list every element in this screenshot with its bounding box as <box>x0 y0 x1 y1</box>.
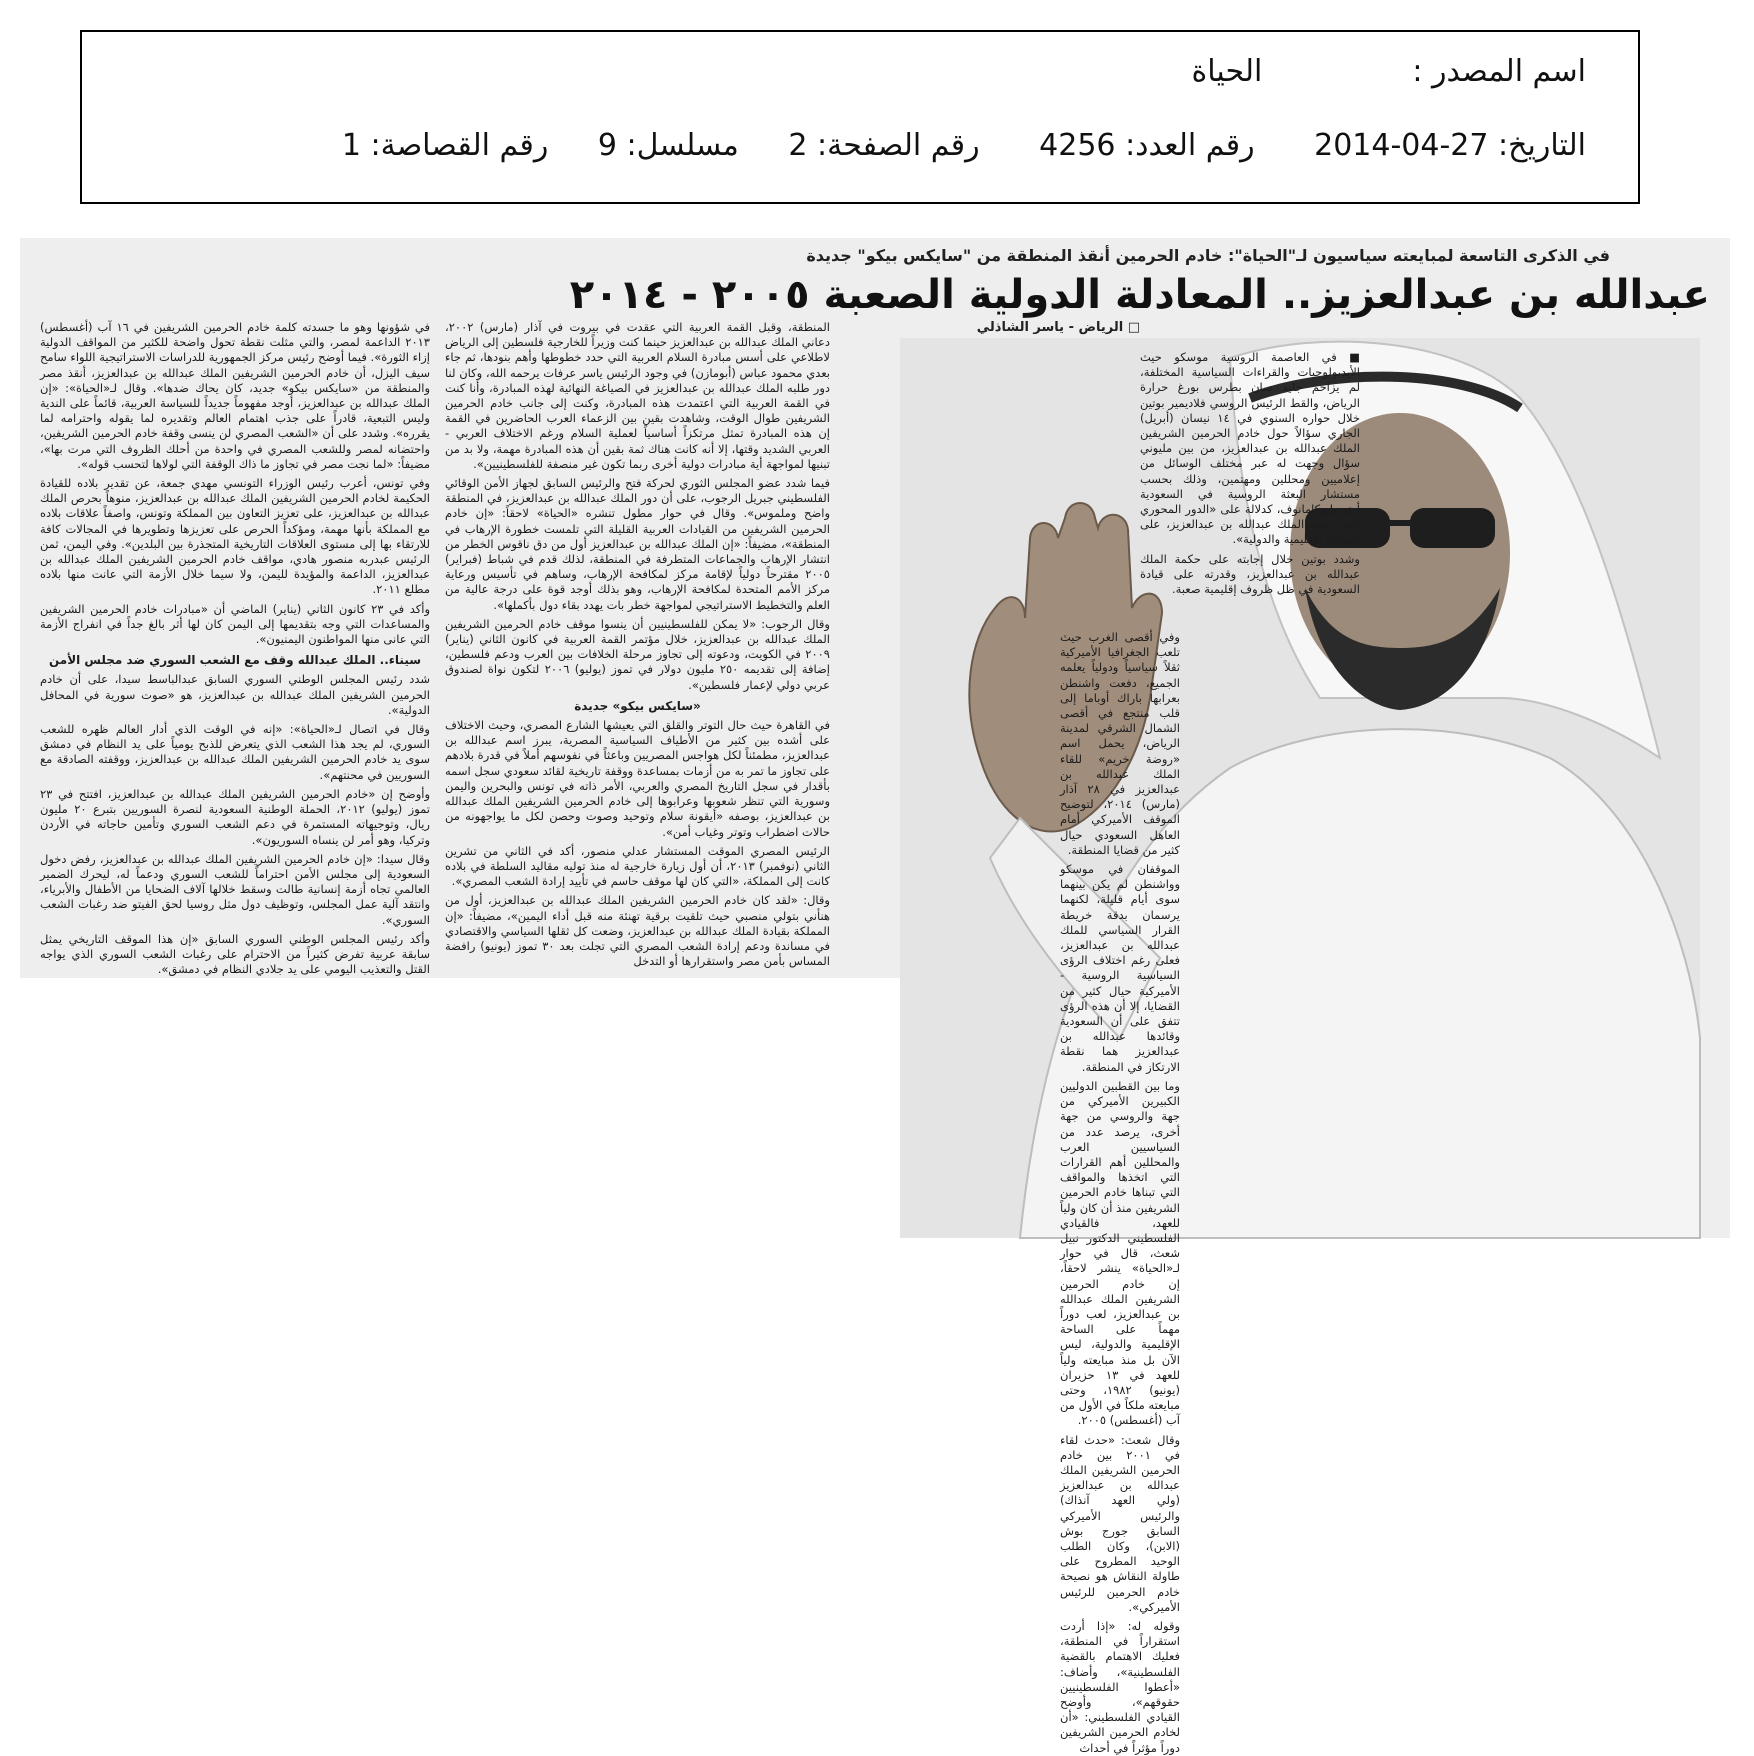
paragraph: شدد رئيس المجلس الوطني السوري السابق عبدالباسط سيدا، على أن خادم الحرمين الشريفين الملك عبدالله بن عبدالعزيز، هو «صوت سورية في المحافل الدولية». <box>40 672 430 717</box>
article-column-3 <box>40 320 431 977</box>
paragraph: الرئيس المصري الموقت المستشار عدلي منصور، أكد في الثاني من تشرين الثاني (نوفمبر) ٢٠١٣، أن أول زيارة خارجية له منذ توليه مقاليد السلطة في بلاده كانت إلى المملكة، «التي كان لها موقف حاسم في تأييد إرادة الشعب المصري». <box>445 843 830 889</box>
article-kicker: في الذكرى التاسعة لمبايعته سياسيون لـ"الحياة": خادم الحرمين أنقذ المنطقة من "سايكس بيكو" جديدة <box>806 246 1610 265</box>
paragraph: وشدد بوتين خلال إجابته على حكمة الملك عبدالله بن عبدالعزيز، وقدرته على قيادة السعودية في ظل ظروف إقليمية صعبة. <box>1140 551 1360 597</box>
issue-label: رقم العدد: <box>1125 128 1255 163</box>
paragraph: وقال: «لقد كان خادم الحرمين الشريفين الملك عبدالله بن عبدالعزيز، أول من هنأني بتولي منصبي حيث تلقيت برقية تهنئة منه قبل أداء اليمين»، مضيفاً: «إن المملكة بقيادة الملك عبدالله بن عبدالعزيز، وضعت كل ثقلها السياسي والاقتصادي في مساندة ودعم إرادة الشعب المصري التي تجلت بعد ٣٠ تموز (يونيو) رافضة المساس بأمن مصر واستقرارها أو التدخل <box>445 893 830 969</box>
article-column-2 <box>445 320 830 970</box>
paragraph: وقوله له: «إذا أردت استقراراً في المنطقة، فعليك الاهتمام بالقضية الفلسطينية»، وأضاف: «أعطوا الفلسطينيين حقوقهم»، وأوضح القيادي الفلسطيني: «أن لخادم الحرمين الشريفين دوراً مؤثراً في أحداث <box>1060 1619 1180 1755</box>
page-value: 2 <box>788 128 808 163</box>
details-row <box>342 128 1586 163</box>
paragraph: وقال في اتصال لـ«الحياة»: «إنه في الوقت الذي أدار العالم ظهره للشعب السوري، لم يجد هذا الشعب الذي يتعرض للذبح يومياً على يد النظام في دمشق سوى يد خادم الحرمين الشريفين الملك عبدالله بن عبدالعزيز، ووقفته الصادقة مع السوريين في محنتهم». <box>40 722 430 782</box>
clip-value: 1 <box>341 128 361 163</box>
paragraph: وأكد رئيس المجلس الوطني السوري السابق «إن هذا الموقف التاريخي يمثل سابقة عربية تفرض كثيراً من الاحترام على رغبات الشعب السوري الذي يواجه القتل والتعذيب اليومي على يد جلادي النظام في دمشق». <box>40 931 430 977</box>
paragraph: وما بين القطبين الدوليين الكبيرين الأميركي من جهة والروسي من جهة أخرى، يرصد عدد من السياسيين العرب والمحللين أهم القرارات التي اتخذها والمواقف التي تبناها خادم الحرمين الشريفين منذ أن كان ولياً للعهد، فالقيادي الفلسطيني الدكتور نبيل شعث، قال في حوار لـ«الحياة» ينشر لاحقاً، إن خادم الحرمين الشريفين الملك عبدالله بن عبدالعزيز، لعب دوراً مهماً على الساحة الإقليمية والدولية، ليس الآن بل منذ مبايعته ولياً للعهد في ١٣ حزيران (يونيو) ١٩٨٢، وحتى مبايعته ملكاً في الأول من آب (أغسطس) ٢٠٠٥. <box>1060 1078 1181 1428</box>
paragraph: وأوضح إن «خادم الحرمين الشريفين الملك عبدالله بن عبدالعزيز، افتتح في ٢٣ تموز (يوليو) ٢٠١٢، الحملة الوطنية السعودية لنصرة السوريين بتبرع ٢٠ مليون ريال، وتوجيهاته المستمرة في دعم الشعب السوري وتأمين حاجاته في الأردن وتركيا، وهو أمر لن ينساه السوريون». <box>40 786 431 847</box>
paragraph: وأكد في ٢٣ كانون الثاني (يناير) الماضي أن «مبادرات خادم الحرمين الشريفين والمساعدات التي وجه بتقديمها إلى اليمن كان لها أثر بالغ جداً في انفراج الأزمة التي عانى منها المواطنون اليمنيون». <box>40 601 430 647</box>
article-byline: □ الرياض - ياسر الشاذلي <box>976 320 1140 335</box>
article-headline: عبدالله بن عبدالعزيز.. المعادلة الدولية الصعبة ٢٠٠٥ - ٢٠١٤ <box>569 272 1710 318</box>
paragraph: في شؤونها وهو ما جسدته كلمة خادم الحرمين الشريفين في ١٦ آب (أغسطس) ٢٠١٣ الداعمة لمصر، والتي مثلت نقطة تحول واضحة للكثير من المواقف الدولية إزاء الثورة». فيما أوضح رئيس مركز الجمهورية للدراسات الاستراتيجية اللواء سامح سيف اليزل، أن خادم الحرمين الشريفين الملك عبدالله بن عبدالعزيز، أنقذ مصر والمنطقة من «سايكس بيكو» جديد، كان يحاك ضدها». وقال لـ«الحياة»: «إن الملك عبدالله بن عبدالعزيز، أوجد مفهوماً جديداً للسياسة العربية، قائماً على الندية وليس التبعية، قادراً على جذب اهتمام العالم وتقديره لما يقوله واحترامه لما يقرره». وشدد على أن «الشعب المصري لن ينسى وقفة خادم الحرمين الشريفين، واحتضانه لمصر وللشعب المصري في واحدة من أحلك الظروف التي مرت بها»، مضيفاً: «لما نجت مصر في تجاوز ما ذاك الوقفة التي لولاها لتحسب قوله». <box>40 320 430 471</box>
paragraph: في القاهرة حيث حال التوتر والقلق التي يعيشها الشارع المصري، وحيث الاختلاف على أشده بين كثير من الأطياف السياسية المصرية، يبرز اسم عبدالله بن عبدالعزيز، مطمئناً لكل هواجس المصريين وباعثاً في نفوسهم أملاً في قدرة بلادهم على تجاوز ما تمر به من أزمات بمساعدة ووقفة تاريخية لقائد سعودي سجل اسمه بأقدار في سجل التاريخ المصري والعربي، الأمر ذاته في تونس والبحرين واليمن وسورية التي تنظر شعوبها وعرابوها إلى خادم الحرمين الشريفين الملك عبدالله بن عبدالعزيز، بوصفه «أيقونة سلام وتوحيد وصوت وحصن لكل ما يواجهونه من حالات اضطراب وتوتر وغياب أمن». <box>445 718 830 839</box>
newspaper-clipping <box>20 238 1730 1755</box>
serial-value: 9 <box>597 128 617 163</box>
article-column-1 <box>1140 350 1360 630</box>
clip-label: رقم القصاصة: <box>370 128 549 163</box>
paragraph: الموقفان في موسكو وواشنطن لم يكن بينهما سوى أيام قليلة، لكنهما يرسمان بدقة خريطة القرار السياسي للملك عبدالله بن عبدالعزيز، فعلى رغم اختلاف الرؤى السياسية الروسية - الأميركية حيال كثير من القضايا، إلا أن هذه الرؤى تتفق على أن السعودية وقائدها عبدالله بن عبدالعزيز هما نقطة الارتكاز في المنطقة. <box>1060 862 1180 1074</box>
issue-value: 4256 <box>1039 128 1116 163</box>
page-label: رقم الصفحة: <box>817 128 980 163</box>
source-label: اسم المصدر : <box>1412 54 1586 89</box>
subheading: «سايكس بيكو» جديدة <box>574 698 701 713</box>
date-value: 2014-04-27 <box>1314 128 1489 163</box>
subheading: سيناء.. الملك عبدالله وقف مع الشعب السوري ضد مجلس الأمن <box>48 653 422 668</box>
paragraph: ■ في العاصمة الروسية موسكو حيث الأيديولوجيات والقراءات السياسية المختلفة، لم يزاحم جليد سان بطرس بورغ حرارة الرياض، والقط الرئيس الروسي فلاديمير بوتين خلال حواره السنوي في ١٤ نيسان (أبريل) الجاري سؤالاً حول خادم الحرمين الشريفين الملك عبدالله بن عبدالعزيز، من بين مليوني سؤال وجهت له عبر مختلف الوسائل من إعلاميين ومحللين ومهتمين، وذلك بحسب مستشار البعثة الروسية في السعودية أرتوريليوكامانوف، كدلالة على «الدور المحوري الذي يلعبه الملك عبدالله بن عبدالعزيز، على الساحة الإقليمية والدولية». <box>1140 350 1360 547</box>
paragraph: وفي أقصى الغرب حيث تلعب الجغرافيا الأميركية ثقلاً سياسياً ودولياً يعلمه الجميع، دفعت واشنطن بعرابها باراك أوباما إلى قلب منتجع في أقصى الشمال الشرقي لمدينة الرياض، يحمل اسم «روضة خريم» للقاء الملك عبدالله بن عبدالعزيز في ٢٨ آذار (مارس) ٢٠١٤، لتوضيح الموقف الأميركي أمام العاهل السعودي حيال كثير من قضايا المنطقة. <box>1060 630 1180 857</box>
paragraph: فيما شدد عضو المجلس الثوري لحركة فتح والرئيس السابق لجهاز الأمن الوقائي الفلسطيني جبريل الرجوب، على أن دور الملك عبدالله بن عبدالعزيز، في المنطقة واضح وملموس». وقال في حوار مطول تنشره «الحياة» لاحقاً: «إن خادم الحرمين الشريفين من القيادات العربية القليلة التي تلمست خطورة الإرهاب في المنطقة»، مضيفاً: «إن الملك عبدالله بن عبدالعزيز أول من دق ناقوس الخطر من انتشار الإرهاب والجماعات المتطرفة في المنطقة، لذلك قدم في شباط (فبراير) ٢٠٠٥ مقترحاً دولياً لإقامة مركز لمكافحة الإرهاب، وساهم في تأسيس ورعاية مركز الأمم المتحدة لمكافحة الإرهاب، وهو بذلك أوجد قوة على درجة عالية من العلم والتخطيط الاستراتيجي لمواجهة خطر بات يهدد بقاء دول بأكملها». <box>445 476 830 612</box>
paragraph: وقال الرجوب: «لا يمكن للفلسطينيين أن ينسوا موقف خادم الحرمين الشريفين الملك عبدالله بن عبدالعزيز، خلال مؤتمر القمة العربية في كانون الثاني (يناير) ٢٠٠٩ في الكويت، ودعوته إلى تجاوز مرحلة الخلافات بين العرب ودعم فلسطين، إضافة إلى تقديمه ٢٥٠ مليون دولار في تموز (يوليو) ٢٠٠٦ لتكون نواة لصندوق عربي دولي لإعمار فلسطين». <box>445 616 831 692</box>
article-column-1-continued <box>1060 630 1181 1755</box>
paragraph: وقال سيدا: «إن خادم الحرمين الشريفين الملك عبدالله بن عبدالعزيز، رفض دخول السعودية إلى مجلس الأمن احتراماً للشعب السوري ودعماً له، ليحرك الضمير العالمي تجاه أزمة إنسانية طالت وسقط خلالها آلاف الضحايا من الأطفال والأبرياء، وانتقد آلية عمل المجلس، وتوظيف دول مثل روسيا لحق الفيتو ضد رغبات الشعب السوري». <box>40 851 430 927</box>
source-row <box>1192 54 1586 89</box>
serial-label: مسلسل: <box>626 128 739 163</box>
paragraph: وقال شعث: «حدث لقاء في ٢٠٠١ بين خادم الحرمين الشريفين الملك عبدالله بن عبدالعزيز (ولي العهد آنذاك) والرئيس الأميركي السابق جورج بوش (الابن)، وكان الطلب الوحيد المطروح على طاولة النقاش هو نصيحة خادم الحرمين للرئيس الأميركي». <box>1060 1432 1180 1614</box>
source-value: الحياة <box>1191 54 1263 89</box>
date-label: التاريخ: <box>1498 128 1586 163</box>
paragraph: وفي تونس، أعرب رئيس الوزراء التونسي مهدي جمعة، عن تقدير بلاده للقيادة الحكيمة لخادم الحرمين الشريفين الملك عبدالله بن عبدالعزيز، منوهاً بحرص الملك عبدالله بن عبدالعزيز، على تعزيز التعاون بين المملكة وتونس، واصفاً علاقات بلاده مع المملكة بأنها مهمة، ومؤكداً الحرص على تعزيزها وتطويرها في المجالات كافة للارتقاء بها إلى مستوى العلاقات التاريخية المتجذرة بين البلدين». وفي اليمن، ثمن الرئيس عبدربه منصور هادي، مواقف خادم الحرمين الشريفين الملك عبدالله بن عبدالعزيز، الداعمة والمؤيدة لليمن، ولا سيما خلال الأزمة التي عانت منها بلاده مطلع ٢٠١١. <box>40 476 430 597</box>
source-metadata-box <box>80 30 1640 204</box>
paragraph: المنطقة، وقبل القمة العربية التي عقدت في بيروت في آذار (مارس) ٢٠٠٢، دعاني الملك عبدالله بن عبدالعزيز حينما كنت وزيراً للخارجية فلسطين إلى الرياض لاطلاعي على أسس مبادرة السلام العربية التي حدد خطوطها وأهم بنودها، ثم جاء بعدي محمود عباس (أبومازن) في وجود الرئيس ياسر عرفات يرحمه الله، وكان لنا دور طلبه الملك عبدالله بن عبدالعزيز في الصياغة النهائية لهذه المبادرة، وأنا كنت في القمة العربية التي اعتمدت هذه المبادرة، وكنت إلى جانب خادم الحرمين الشريفين طوال الوقت، وشاهدت بقين بين الزعماء العرب الحاضرين في القمة إن هذه المبادرة تمثل مرتكزاً أساسياً لعملية السلام ورغم الاختلاف العربي - العربي الشديد وقتها، إلا أنه كانت هناك ثمة بقين أن هذه المبادرة مهمة، ولا بد من تبنيها لمواجهة أية مبادرات دولية أخرى ربما تكون غير منصفة للفلسطينيين». <box>445 320 830 471</box>
